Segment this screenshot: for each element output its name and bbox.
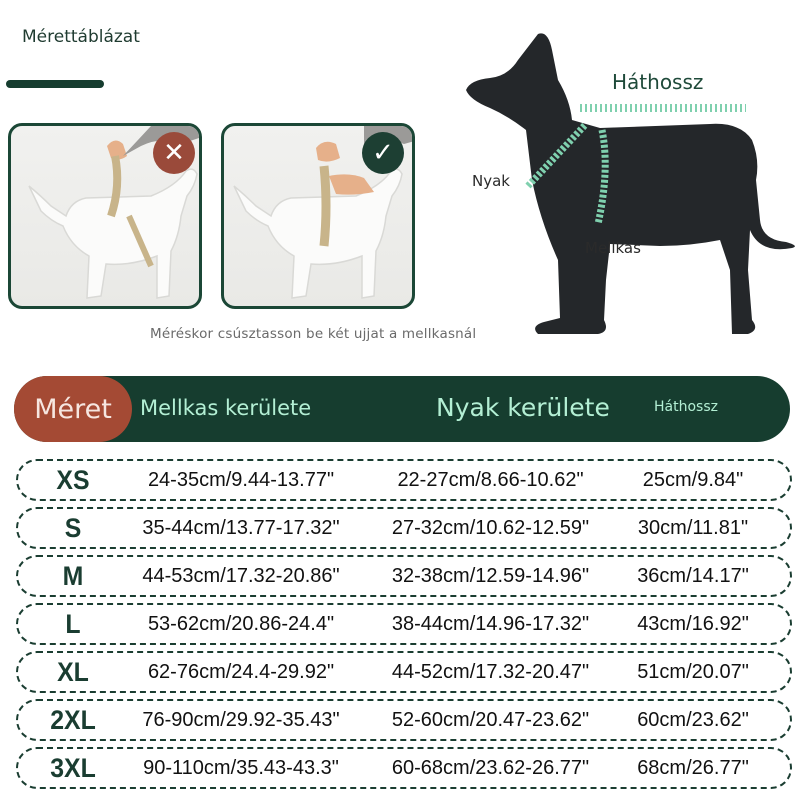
header-size: Méret [14,376,132,442]
header-back: Háthossz [654,399,718,415]
table-row [16,555,792,597]
cell-size: 3XL [50,753,96,783]
cell-neck: 52-60cm/20.47-23.62" [391,709,590,731]
table-row [16,603,792,645]
cell-size: XL [57,657,89,687]
cell-chest: 76-90cm/29.92-35.43" [142,709,340,731]
cell-back: 36cm/14.17" [637,565,749,587]
cell-back: 60cm/23.62" [637,709,749,731]
chest-label: Mellkas [585,239,641,257]
cell-neck: 44-52cm/17.32-20.47" [391,661,590,683]
cell-back: 43cm/16.92" [637,613,749,635]
cell-size: XS [56,465,90,495]
cell-size: M [62,561,84,591]
title-underline [6,80,104,88]
cell-back: 30cm/11.81" [637,517,749,539]
cell-back: 68cm/26.77" [637,757,749,779]
cell-chest: 90-110cm/35.43-43.3" [143,757,339,779]
table-row [16,459,792,501]
cell-neck: 38-44cm/14.96-17.32" [391,613,590,635]
cell-back: 51cm/20.07" [637,661,749,683]
table-row [16,699,792,741]
cell-chest: 44-53cm/17.32-20.86" [142,565,340,587]
measurement-caption: Méréskor csúsztasson be két ujjat a mellkasnál [150,326,477,342]
cell-neck: 60-68cm/23.62-26.77" [391,757,590,779]
page-title: Mérettáblázat [22,27,140,47]
size-table-header [14,376,790,442]
cell-neck: 22-27cm/8.66-10.62" [397,469,584,491]
neck-label: Nyak [472,172,510,190]
table-row [16,507,792,549]
cell-size: S [64,513,82,543]
cell-chest: 24-35cm/9.44-13.77" [147,469,335,491]
photo-correct-measurement [221,123,415,309]
cell-size: L [65,609,81,639]
cell-chest: 62-76cm/24.4-29.92" [147,661,335,683]
header-neck: Nyak kerülete [436,393,610,422]
cell-neck: 32-38cm/12.59-14.96" [391,565,590,587]
header-chest: Mellkas kerülete [140,396,312,420]
table-row [16,747,792,789]
photo-wrong-measurement [8,123,202,309]
table-row [16,651,792,693]
x-icon: ✕ [153,132,195,174]
back-length-label: Háthossz [612,70,704,94]
cell-chest: 35-44cm/13.77-17.32" [142,517,340,539]
cell-neck: 27-32cm/10.62-12.59" [391,517,590,539]
check-icon: ✓ [362,132,404,174]
cell-back: 25cm/9.84" [642,469,744,491]
cell-chest: 53-62cm/20.86-24.4" [147,613,335,635]
size-table-rows [16,459,792,795]
cell-size: 2XL [50,705,96,735]
